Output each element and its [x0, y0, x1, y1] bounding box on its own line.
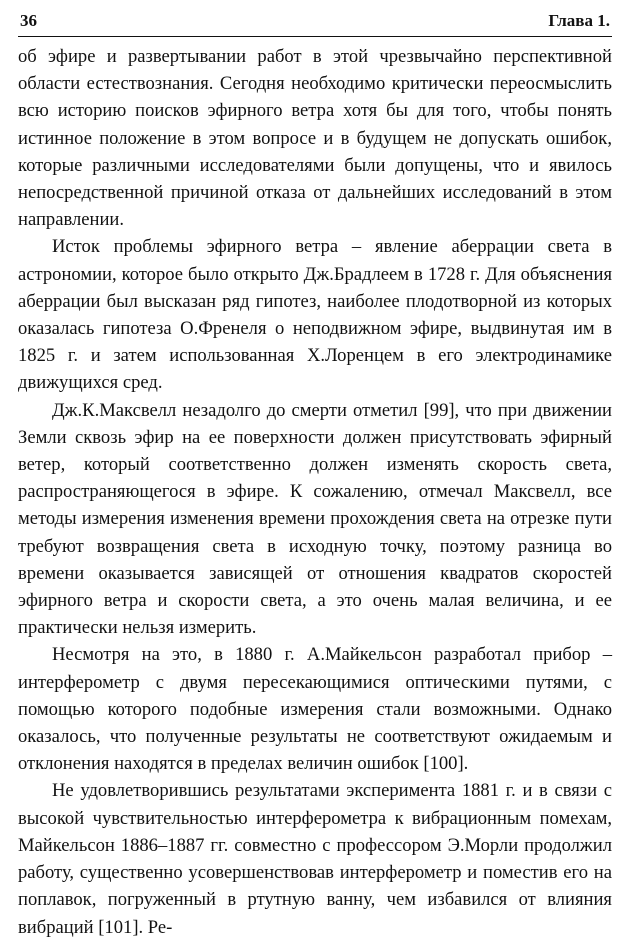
- paragraph-continuation: об эфире и развертывании работ в этой чрезвычайно перспективной области естествознания. Сегодня необходимо критически переосмыслить всю историю поисков эфирного ветра хотя бы для того, чтобы понять истинное положение в этом вопросе и в будущем не допускать ошибок, которые различными исследователями были допущены, что и явилось непосредственной причиной отказа от дальнейших исследований в этом направлении.: [18, 46, 612, 231]
- paragraph: Дж.К.Максвелл незадолго до смерти отметил [99], что при движении Земли сквозь эфир на ее поверхности должен присутствовать эфирный ветер, который соответственно должен изменять скорость света, распространяющегося в эфире. К сожалению, отмечал Максвелл, все методы измерения изменения времени прохождения света на отрезке пути требуют возвращения света в исходную точку, поэтому разница во времени оказывается зависящей от отношения квадратов скоростей эфирного ветра и скорости света, а это очень малая величина, и ее практически нельзя измерить.: [18, 399, 612, 639]
- body-text: [18, 43, 612, 941]
- page-number: 36: [20, 11, 37, 30]
- paragraph: Не удовлетворившись результатами эксперимента 1881 г. и в связи с высокой чувствительностью интерферометра к вибрационным помехам, Майкельсон 1886–1887 гг. совместно с профессором Э.Морли продолжил работу, существенно усовершенствовав интерферометр и поместив его на поплавок, погруженный в ртутную ванну, чем избавился от влияния вибраций [101]. Ре-: [18, 780, 612, 938]
- page-header: [18, 10, 612, 37]
- chapter-title: Глава 1.: [548, 11, 610, 30]
- paragraph: Исток проблемы эфирного ветра – явление аберрации света в астрономии, которое было открыто Дж.Брадлеем в 1728 г. Для объяснения аберрации был высказан ряд гипотез, наиболее плодотворной из которых оказалась гипотеза О.Френеля о неподвижном эфире, выдвинутая им в 1825 г. и затем использованная Х.Лоренцем в его электродинамике движущихся сред.: [18, 236, 612, 394]
- paragraph: Несмотря на это, в 1880 г. А.Майкельсон разработал прибор – интерферометр с двумя пересекающимися оптическими путями, с помощью которого подобные измерения стали возможными. Однако оказалось, что полученные результаты не соответствуют ожидаемым и отклонения находятся в пределах величин ошибок [100].: [18, 644, 612, 775]
